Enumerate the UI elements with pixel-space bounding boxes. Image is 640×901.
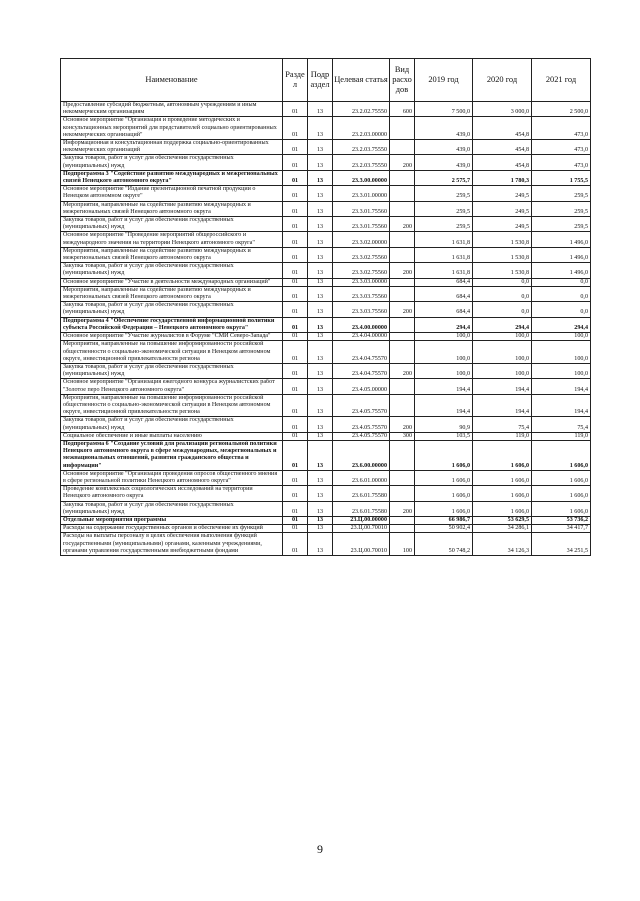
row-value-2019: 90,9	[415, 417, 473, 432]
header-expense-type: Вид расхо дов	[390, 59, 415, 102]
table-row	[61, 186, 591, 201]
row-target-article: 23.3.01.00000	[333, 186, 390, 201]
row-podrazdel: 13	[308, 201, 333, 216]
row-value-2019: 1 606,0	[415, 486, 473, 501]
row-expense-type	[390, 247, 415, 262]
row-name: Закупка товаров, работ и услуг для обеспечения государственных (муниципальных) нужд	[61, 155, 283, 170]
row-value-2020: 194,4	[473, 394, 532, 417]
row-value-2021: 119,0	[532, 432, 591, 440]
table-row	[61, 278, 591, 286]
row-expense-type	[390, 333, 415, 341]
row-razdel: 01	[283, 516, 308, 524]
row-value-2021: 194,4	[532, 379, 591, 394]
row-value-2021: 53 736,2	[532, 516, 591, 524]
row-target-article: 23.4.04.00000	[333, 333, 390, 341]
table-body	[61, 102, 591, 556]
row-name: Мероприятия, направленные на содействие развитию международных и межрегиональных связей Ненецкого автономного округа	[61, 201, 283, 216]
row-target-article: 23.6.00.00000	[333, 440, 390, 470]
row-name: Проведение комплексных социологических исследований на территории Ненецкого автономного округа	[61, 486, 283, 501]
row-value-2021: 34 417,7	[532, 525, 591, 533]
row-value-2021: 294,4	[532, 317, 591, 332]
row-podrazdel: 13	[308, 394, 333, 417]
row-podrazdel: 13	[308, 525, 333, 533]
row-expense-type: 200	[390, 217, 415, 232]
row-target-article: 23.4.05.75570	[333, 432, 390, 440]
row-razdel: 01	[283, 201, 308, 216]
row-podrazdel: 13	[308, 533, 333, 556]
row-podrazdel: 13	[308, 102, 333, 117]
row-name: Закупка товаров, работ и услуг для обеспечения государственных (муниципальных) нужд	[61, 501, 283, 516]
table-row	[61, 394, 591, 417]
row-value-2020: 1 606,0	[473, 470, 532, 485]
table-row	[61, 470, 591, 485]
row-value-2019: 439,0	[415, 117, 473, 140]
row-razdel: 01	[283, 278, 308, 286]
row-podrazdel: 13	[308, 470, 333, 485]
row-razdel: 01	[283, 341, 308, 364]
row-value-2019: 684,4	[415, 302, 473, 317]
row-name: Основное мероприятие "Организация проведения опросов общественного мнения в сфере региональной политики Ненецкого автономного округа"	[61, 470, 283, 485]
row-razdel: 01	[283, 286, 308, 301]
row-expense-type	[390, 286, 415, 301]
row-target-article: 23.3.02.00000	[333, 232, 390, 247]
row-value-2019: 259,5	[415, 217, 473, 232]
row-razdel: 01	[283, 140, 308, 155]
row-value-2021: 34 251,5	[532, 533, 591, 556]
row-value-2021: 1 496,0	[532, 232, 591, 247]
row-value-2020: 294,4	[473, 317, 532, 332]
row-podrazdel: 13	[308, 501, 333, 516]
row-name: Предоставление субсидий бюджетным, автономным учреждениям и иным некоммерческим организациям	[61, 102, 283, 117]
row-value-2020: 454,8	[473, 140, 532, 155]
row-target-article: 23.3.00.00000	[333, 170, 390, 185]
row-value-2021: 100,0	[532, 341, 591, 364]
table-row	[61, 117, 591, 140]
row-expense-type	[390, 186, 415, 201]
row-podrazdel: 13	[308, 155, 333, 170]
row-podrazdel: 13	[308, 432, 333, 440]
row-razdel: 01	[283, 317, 308, 332]
row-value-2019: 294,4	[415, 317, 473, 332]
table-row	[61, 247, 591, 262]
row-podrazdel: 13	[308, 363, 333, 378]
row-value-2020: 1 530,8	[473, 232, 532, 247]
row-expense-type	[390, 341, 415, 364]
row-expense-type	[390, 140, 415, 155]
row-value-2021: 100,0	[532, 363, 591, 378]
row-name: Информационная и консультационная поддержка социально-ориентированных некоммерческих организаций	[61, 140, 283, 155]
table-row	[61, 155, 591, 170]
row-value-2021: 1 496,0	[532, 263, 591, 278]
row-value-2020: 0,0	[473, 278, 532, 286]
row-razdel: 01	[283, 170, 308, 185]
row-target-article: 23.4.00.00000	[333, 317, 390, 332]
row-podrazdel: 13	[308, 247, 333, 262]
row-razdel: 01	[283, 263, 308, 278]
row-name: Основное мероприятие "Участие журналистов в Форуме "СМИ Северо-Запада"	[61, 333, 283, 341]
row-name: Закупка товаров, работ и услуг для обеспечения государственных (муниципальных) нужд	[61, 217, 283, 232]
row-name: Социальное обеспечение и иные выплаты населению	[61, 432, 283, 440]
row-target-article: 23.2.02.75550	[333, 102, 390, 117]
row-target-article: 23.3.01.75560	[333, 217, 390, 232]
row-name: Закупка товаров, работ и услуг для обеспечения государственных (муниципальных) нужд	[61, 363, 283, 378]
row-podrazdel: 13	[308, 379, 333, 394]
row-value-2021: 194,4	[532, 394, 591, 417]
row-razdel: 01	[283, 525, 308, 533]
row-podrazdel: 13	[308, 317, 333, 332]
row-name: Подпрограмма 6 "Создание условий для реализации региональной политики Ненецкого автономного округа в сфере международных, межрегиональных и межнациональных отношений, развития гражданского общества и информации"	[61, 440, 283, 470]
table-row	[61, 516, 591, 524]
table-row	[61, 440, 591, 470]
row-expense-type	[390, 486, 415, 501]
row-razdel: 01	[283, 440, 308, 470]
row-value-2021: 259,5	[532, 186, 591, 201]
row-razdel: 01	[283, 102, 308, 117]
row-target-article: 23.2.03.75550	[333, 140, 390, 155]
row-name: Мероприятия, направленные на повышение информированности российской общественности о социально-экономической ситуации в Ненецком автономном округе, инвестиционной привлекательности региона	[61, 394, 283, 417]
row-name: Расходы на содержание государственных органов и обеспечение их функций	[61, 525, 283, 533]
row-razdel: 01	[283, 247, 308, 262]
row-value-2019: 684,4	[415, 286, 473, 301]
row-value-2020: 0,0	[473, 286, 532, 301]
row-razdel: 01	[283, 333, 308, 341]
page-number: 9	[317, 842, 323, 856]
row-podrazdel: 13	[308, 440, 333, 470]
row-value-2020: 1 530,8	[473, 247, 532, 262]
row-value-2019: 100,0	[415, 363, 473, 378]
row-value-2019: 439,0	[415, 155, 473, 170]
row-value-2019: 66 986,7	[415, 516, 473, 524]
row-value-2020: 34 286,1	[473, 525, 532, 533]
row-value-2019: 194,4	[415, 379, 473, 394]
row-name: Подпрограмма 4 "Обеспечение государственной информационной политики субъекта Российской Федерации – Ненецкого автономного округа"	[61, 317, 283, 332]
row-value-2020: 34 126,3	[473, 533, 532, 556]
table-row	[61, 363, 591, 378]
row-value-2019: 1 631,8	[415, 232, 473, 247]
row-podrazdel: 13	[308, 117, 333, 140]
row-expense-type: 200	[390, 302, 415, 317]
row-value-2019: 7 500,0	[415, 102, 473, 117]
row-expense-type	[390, 317, 415, 332]
row-expense-type: 200	[390, 417, 415, 432]
row-value-2019: 259,5	[415, 201, 473, 216]
row-value-2020: 53 629,5	[473, 516, 532, 524]
header-2019: 2019 год	[415, 59, 473, 102]
row-razdel: 01	[283, 533, 308, 556]
row-value-2021: 0,0	[532, 302, 591, 317]
row-value-2020: 454,8	[473, 155, 532, 170]
row-expense-type: 200	[390, 263, 415, 278]
row-name: Основное мероприятие "Проведение мероприятий общероссийского и международного значения на территории Ненецкого автономного округа"	[61, 232, 283, 247]
row-razdel: 01	[283, 501, 308, 516]
budget-table	[60, 58, 591, 556]
row-value-2020: 1 530,8	[473, 263, 532, 278]
row-value-2021: 473,0	[532, 140, 591, 155]
row-value-2020: 249,5	[473, 186, 532, 201]
row-razdel: 01	[283, 232, 308, 247]
row-podrazdel: 13	[308, 170, 333, 185]
header-razdel: Разде л	[283, 59, 308, 102]
row-value-2021: 1 606,0	[532, 470, 591, 485]
table-row	[61, 286, 591, 301]
row-razdel: 01	[283, 379, 308, 394]
row-value-2019: 1 631,8	[415, 263, 473, 278]
table-row	[61, 232, 591, 247]
row-razdel: 01	[283, 302, 308, 317]
row-podrazdel: 13	[308, 186, 333, 201]
table-row	[61, 263, 591, 278]
row-target-article: 23.3.02.75560	[333, 247, 390, 262]
row-target-article: 23.3.03.75560	[333, 286, 390, 301]
row-value-2021: 2 500,0	[532, 102, 591, 117]
row-target-article: 23.3.02.75560	[333, 263, 390, 278]
table-row	[61, 486, 591, 501]
row-name: Мероприятия, направленные на содействие развитию международных и межрегиональных связей Ненецкого автономного округа	[61, 247, 283, 262]
row-value-2020: 100,0	[473, 333, 532, 341]
row-razdel: 01	[283, 117, 308, 140]
header-name: Наименование	[61, 59, 283, 102]
table-row	[61, 501, 591, 516]
row-value-2021: 0,0	[532, 278, 591, 286]
row-razdel: 01	[283, 394, 308, 417]
row-podrazdel: 13	[308, 516, 333, 524]
table-row	[61, 525, 591, 533]
row-razdel: 01	[283, 417, 308, 432]
row-target-article: 23.6.01.75580	[333, 486, 390, 501]
row-value-2020: 1 606,0	[473, 440, 532, 470]
row-expense-type	[390, 232, 415, 247]
row-target-article: 23.4.05.75570	[333, 417, 390, 432]
row-value-2021: 1 606,0	[532, 440, 591, 470]
row-expense-type	[390, 525, 415, 533]
table-row	[61, 217, 591, 232]
row-value-2019: 1 606,0	[415, 501, 473, 516]
table-row	[61, 170, 591, 185]
row-value-2021: 1 755,5	[532, 170, 591, 185]
table-header-row	[61, 59, 591, 102]
row-target-article: 23.3.03.75560	[333, 302, 390, 317]
row-expense-type	[390, 379, 415, 394]
row-target-article: 23.6.01.75580	[333, 501, 390, 516]
row-target-article: 23.4.05.75570	[333, 394, 390, 417]
row-target-article: 23.Ц.00.70010	[333, 533, 390, 556]
row-value-2020: 249,5	[473, 217, 532, 232]
row-value-2020: 3 000,0	[473, 102, 532, 117]
row-expense-type: 200	[390, 501, 415, 516]
budget-table-sheet	[60, 58, 590, 556]
header-target-article: Целевая статья	[333, 59, 390, 102]
row-expense-type	[390, 117, 415, 140]
row-podrazdel: 13	[308, 341, 333, 364]
row-expense-type: 300	[390, 432, 415, 440]
table-row	[61, 341, 591, 364]
row-value-2020: 249,5	[473, 201, 532, 216]
row-value-2019: 50 748,2	[415, 533, 473, 556]
row-value-2021: 0,0	[532, 286, 591, 301]
row-podrazdel: 13	[308, 417, 333, 432]
row-target-article: 23.Ц.00.00000	[333, 516, 390, 524]
row-target-article: 23.4.04.75570	[333, 341, 390, 364]
row-expense-type	[390, 201, 415, 216]
row-value-2020: 194,4	[473, 379, 532, 394]
row-value-2020: 1 606,0	[473, 486, 532, 501]
row-value-2019: 684,4	[415, 278, 473, 286]
row-value-2020: 0,0	[473, 302, 532, 317]
table-row	[61, 333, 591, 341]
row-target-article: 23.6.01.00000	[333, 470, 390, 485]
row-expense-type: 100	[390, 533, 415, 556]
row-expense-type	[390, 470, 415, 485]
row-expense-type	[390, 516, 415, 524]
row-podrazdel: 13	[308, 232, 333, 247]
row-value-2019: 439,0	[415, 140, 473, 155]
row-razdel: 01	[283, 186, 308, 201]
row-value-2021: 1 606,0	[532, 486, 591, 501]
row-name: Подпрограмма 3 "Содействие развитию международных и межрегиональных связей Ненецкого автономного округа"	[61, 170, 283, 185]
row-razdel: 01	[283, 155, 308, 170]
row-target-article: 23.Ц.00.70010	[333, 525, 390, 533]
row-value-2021: 259,5	[532, 217, 591, 232]
row-value-2020: 119,0	[473, 432, 532, 440]
table-row	[61, 533, 591, 556]
row-name: Мероприятия, направленные на содействие развитию международных и межрегиональных связей Ненецкого автономного округа	[61, 286, 283, 301]
row-name: Закупка товаров, работ и услуг для обеспечения государственных (муниципальных) нужд	[61, 263, 283, 278]
row-value-2021: 1 496,0	[532, 247, 591, 262]
row-razdel: 01	[283, 486, 308, 501]
table-row	[61, 379, 591, 394]
row-name: Основное мероприятие "Организация и проведение методических и консультационных мероприятий для представителей социально ориентированных некоммерческих организаций"	[61, 117, 283, 140]
row-value-2020: 1 606,0	[473, 501, 532, 516]
row-value-2021: 473,0	[532, 155, 591, 170]
row-value-2020: 100,0	[473, 363, 532, 378]
row-expense-type	[390, 278, 415, 286]
table-row	[61, 140, 591, 155]
row-value-2019: 103,5	[415, 432, 473, 440]
row-expense-type: 600	[390, 102, 415, 117]
row-expense-type	[390, 170, 415, 185]
row-value-2020: 1 780,3	[473, 170, 532, 185]
row-name: Мероприятия, направленные на повышение информированности российской общественности о социально-экономической ситуации в Ненецком автономном округе, инвестиционной привлекательности региона	[61, 341, 283, 364]
row-value-2020: 454,8	[473, 117, 532, 140]
table-row	[61, 201, 591, 216]
row-value-2019: 2 575,7	[415, 170, 473, 185]
row-value-2019: 259,5	[415, 186, 473, 201]
row-value-2020: 75,4	[473, 417, 532, 432]
row-razdel: 01	[283, 470, 308, 485]
row-podrazdel: 13	[308, 286, 333, 301]
row-value-2021: 100,0	[532, 333, 591, 341]
row-expense-type	[390, 394, 415, 417]
row-name: Закупка товаров, работ и услуг для обеспечения государственных (муниципальных) нужд	[61, 302, 283, 317]
row-expense-type	[390, 440, 415, 470]
row-podrazdel: 13	[308, 140, 333, 155]
row-target-article: 23.4.05.00000	[333, 379, 390, 394]
table-row	[61, 417, 591, 432]
row-target-article: 23.3.03.00000	[333, 278, 390, 286]
row-target-article: 23.2.03.00000	[333, 117, 390, 140]
row-podrazdel: 13	[308, 263, 333, 278]
row-value-2021: 1 606,0	[532, 501, 591, 516]
row-name: Основное мероприятие "Участие в деятельности международных организаций"	[61, 278, 283, 286]
table-row	[61, 432, 591, 440]
row-value-2019: 1 631,8	[415, 247, 473, 262]
header-2021: 2021 год	[532, 59, 591, 102]
row-name: Отдельные мероприятия программы	[61, 516, 283, 524]
row-target-article: 23.4.04.75570	[333, 363, 390, 378]
row-value-2021: 259,5	[532, 201, 591, 216]
row-razdel: 01	[283, 363, 308, 378]
row-name: Основное мероприятие "Издание презентационной печатной продукции о Ненецком автономном округе"	[61, 186, 283, 201]
row-value-2020: 100,0	[473, 341, 532, 364]
row-value-2019: 50 902,4	[415, 525, 473, 533]
row-target-article: 23.3.01.75560	[333, 201, 390, 216]
row-podrazdel: 13	[308, 217, 333, 232]
row-razdel: 01	[283, 432, 308, 440]
row-name: Закупка товаров, работ и услуг для обеспечения государственных (муниципальных) нужд	[61, 417, 283, 432]
header-podrazdel: Подр аздел	[308, 59, 333, 102]
row-value-2021: 75,4	[532, 417, 591, 432]
row-value-2019: 1 606,0	[415, 470, 473, 485]
row-podrazdel: 13	[308, 486, 333, 501]
table-row	[61, 102, 591, 117]
row-value-2019: 1 606,0	[415, 440, 473, 470]
row-target-article: 23.2.03.75550	[333, 155, 390, 170]
table-row	[61, 302, 591, 317]
row-podrazdel: 13	[308, 333, 333, 341]
row-expense-type: 200	[390, 363, 415, 378]
header-2020: 2020 год	[473, 59, 532, 102]
row-value-2019: 194,4	[415, 394, 473, 417]
row-value-2021: 473,0	[532, 117, 591, 140]
row-name: Основное мероприятие "Организация ежегодного конкурса журналистских работ "Золотое перо Ненецкого автономного округа"	[61, 379, 283, 394]
row-podrazdel: 13	[308, 302, 333, 317]
row-razdel: 01	[283, 217, 308, 232]
row-expense-type: 200	[390, 155, 415, 170]
table-row	[61, 317, 591, 332]
row-value-2019: 100,0	[415, 341, 473, 364]
row-name: Расходы на выплаты персоналу в целях обеспечения выполнения функций государственными (муниципальными) органами, казенными учреждениями, органами управления государственными внебюджетными фондами	[61, 533, 283, 556]
row-podrazdel: 13	[308, 278, 333, 286]
row-value-2019: 100,0	[415, 333, 473, 341]
